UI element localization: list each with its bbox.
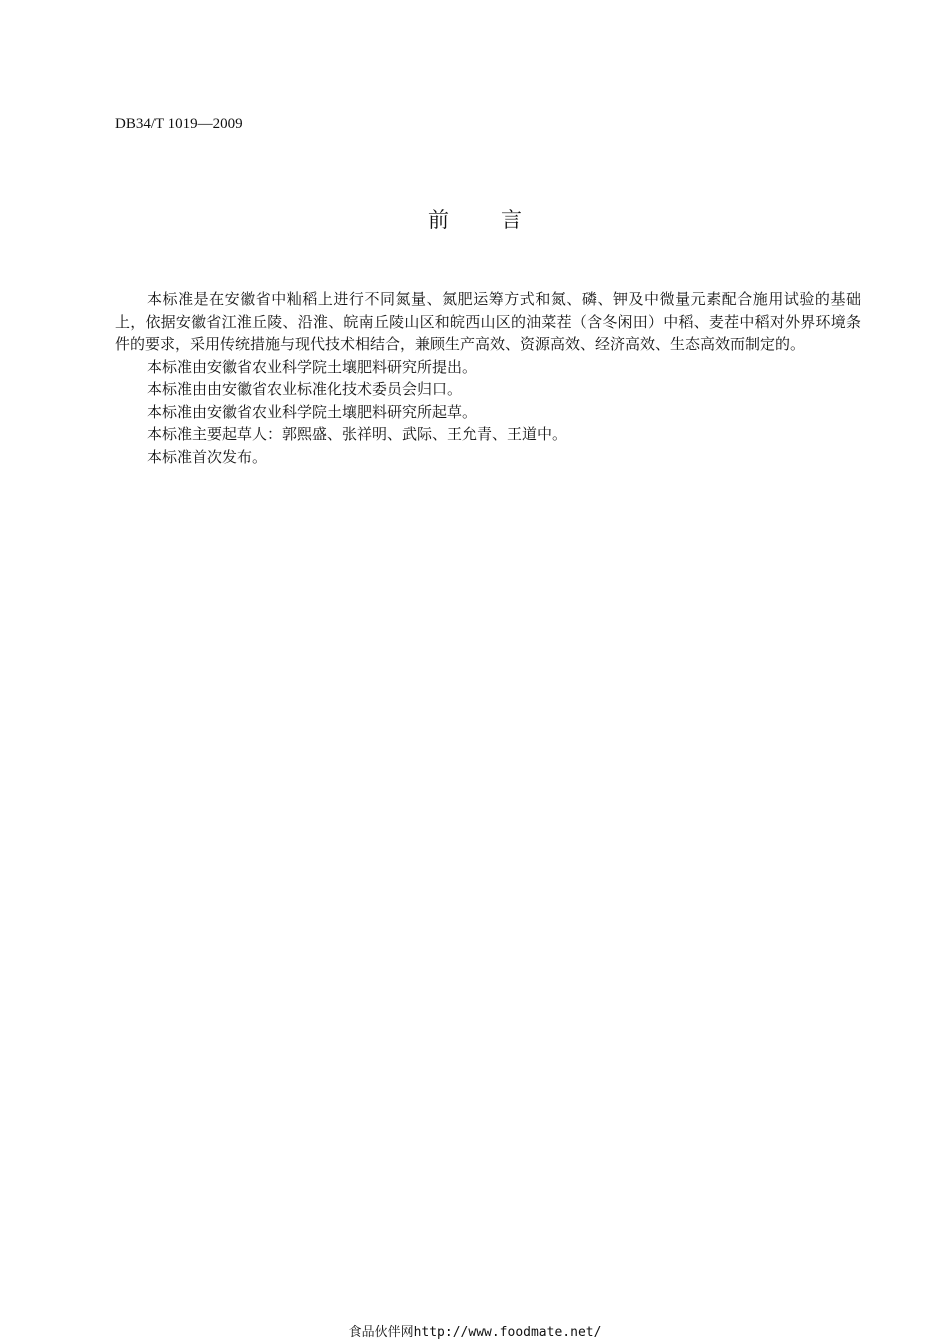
footer-site-name: 食品伙伴网 <box>348 1325 414 1340</box>
footer-url[interactable]: http://www.foodmate.net/ <box>413 1325 602 1340</box>
paragraph-proposer: 本标准由安徽省农业科学院土壤肥料研究所提出。 <box>147 357 478 376</box>
paragraph-first-release: 本标准首次发布。 <box>147 447 268 466</box>
paragraph-basis: 本标准是在安徽省中籼稻上进行不同氮量、氮肥运筹方式和氮、磷、钾及中微量元素配合施用试验的基础上，依据安徽省江淮丘陵、沿淮、皖南丘陵山区和皖西山区的油菜茬（含冬闲田）中稻、麦茬中稻对外界环境条件的要求，采用传统措施与现代技术相结合，兼顾生产高效、资源高效、经济高效、生态高效而制定的。 <box>115 290 861 353</box>
page-title: 前言 <box>428 208 574 232</box>
paragraph-centralized: 本标准由由安徽省农业标准化技术委员会归口。 <box>147 380 463 398</box>
paragraph-drafters: 本标准主要起草人：郭熙盛、张祥明、武际、王允青、王道中。 <box>147 425 568 443</box>
document-code: DB34/T 1019—2009 <box>115 116 243 132</box>
paragraph-drafter-org: 本标准由安徽省农业科学院土壤肥料研究所起草。 <box>147 402 478 421</box>
page-footer <box>0 1325 950 1341</box>
foreword-body <box>115 288 861 468</box>
